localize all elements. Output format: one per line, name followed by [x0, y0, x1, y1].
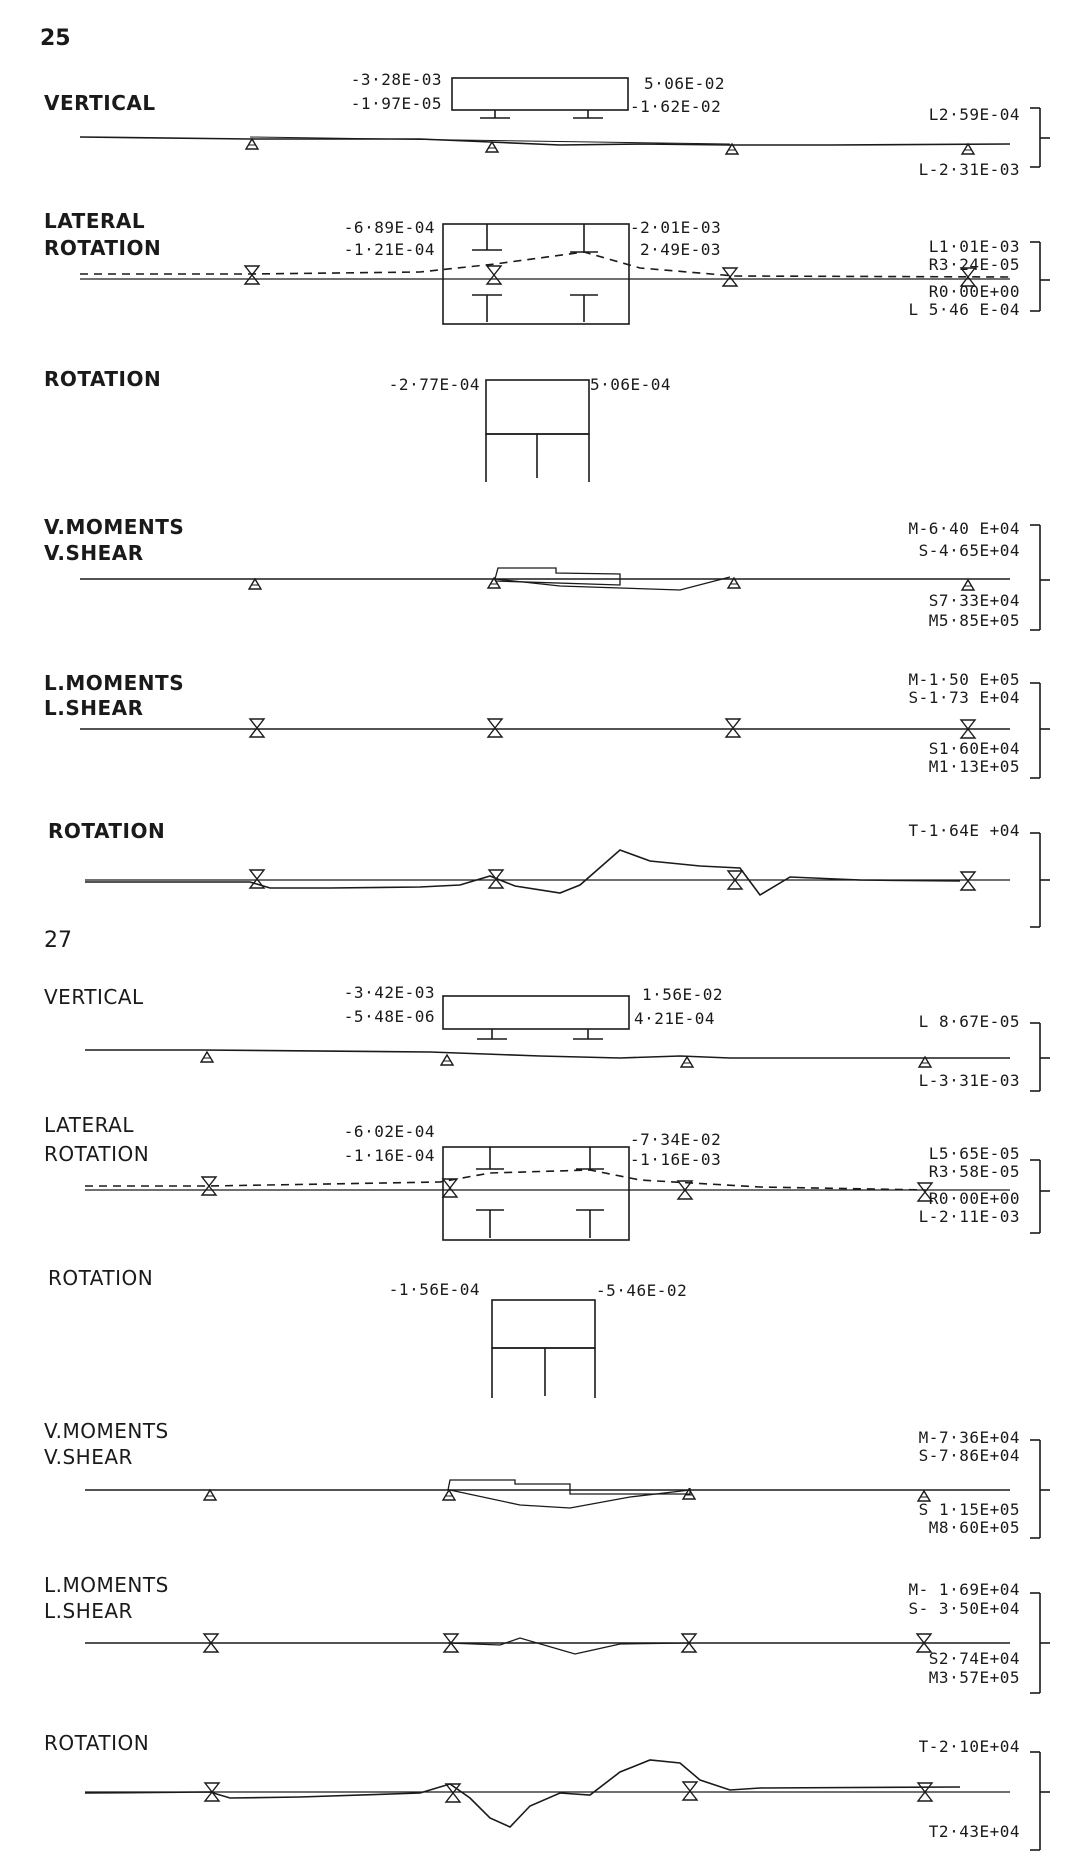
scale-value: L 5·46 E-04 — [908, 300, 1020, 319]
box-right-value: -1·16E-03 — [630, 1150, 722, 1169]
scale-value: T-1·64E +04 — [908, 821, 1020, 840]
box-right-value: 2·49E-03 — [640, 240, 722, 259]
row-label: V.MOMENTS — [44, 515, 185, 539]
page-number: 25 — [40, 26, 71, 51]
row-label: LATERAL — [44, 1113, 134, 1137]
scale-value: R0·00E+00 — [928, 1189, 1020, 1208]
box-left-value: -3·28E-03 — [350, 70, 442, 89]
scale-value: L5·65E-05 — [928, 1144, 1020, 1163]
girder-box — [443, 1147, 629, 1240]
box-left-value: -6·89E-04 — [343, 218, 435, 237]
scale-value: M-6·40 E+04 — [908, 519, 1020, 538]
box-left-value: -1·97E-05 — [350, 94, 442, 113]
row-label: LATERAL — [44, 209, 146, 233]
row-label: L.SHEAR — [44, 1599, 133, 1623]
support-hourglass — [723, 268, 737, 286]
scale-value: M- 1·69E+04 — [908, 1580, 1020, 1599]
box-left-value: -5·48E-06 — [343, 1007, 435, 1026]
box-right-value: 5·06E-02 — [644, 74, 726, 93]
scale-value: T2·43E+04 — [928, 1822, 1020, 1841]
scale-value: S2·74E+04 — [928, 1649, 1020, 1668]
support-hourglass — [489, 870, 503, 888]
box-right-value: -5·46E-02 — [596, 1281, 688, 1300]
row-label: ROTATION — [44, 1731, 150, 1755]
row-label: L.MOMENTS — [44, 671, 185, 695]
trace-curve — [85, 1760, 960, 1827]
support-triangle — [681, 1057, 693, 1067]
scale-value: L-2·11E-03 — [918, 1207, 1020, 1226]
girder-box — [452, 78, 628, 110]
row-label: ROTATION — [44, 236, 162, 260]
scale-value: R3·58E-05 — [928, 1162, 1020, 1181]
box-right-value: -1·62E-02 — [630, 97, 722, 116]
girder-box — [443, 996, 629, 1029]
scale-value: M3·57E+05 — [928, 1668, 1020, 1687]
row-label: L.MOMENTS — [44, 1573, 169, 1597]
row-label: ROTATION — [48, 1266, 154, 1290]
box-left-value: -6·02E-04 — [343, 1122, 435, 1141]
girder-box — [492, 1300, 595, 1348]
scale-value: R0·00E+00 — [928, 282, 1020, 301]
girder-box — [443, 224, 629, 324]
support-hourglass — [245, 266, 259, 284]
support-triangle — [486, 142, 498, 152]
box-right-value: 4·21E-04 — [634, 1009, 716, 1028]
scale-value: S 1·15E+05 — [918, 1500, 1020, 1519]
scale-value: S- 3·50E+04 — [908, 1599, 1020, 1618]
scale-value: M8·60E+05 — [928, 1518, 1020, 1537]
trace-curve — [85, 850, 960, 895]
box-left-value: -2·77E-04 — [388, 375, 480, 394]
scale-value: M1·13E+05 — [928, 757, 1020, 776]
support-hourglass — [250, 719, 264, 737]
support-triangle — [204, 1490, 216, 1500]
trace-curve — [448, 1480, 690, 1494]
row-label: V.MOMENTS — [44, 1419, 169, 1443]
scale-value: R3·24E-05 — [928, 255, 1020, 274]
box-right-value: 5·06E-04 — [590, 375, 672, 394]
scale-value: L-2·31E-03 — [918, 160, 1020, 179]
support-hourglass — [488, 719, 502, 737]
support-triangle — [441, 1055, 453, 1065]
support-triangle — [443, 1490, 455, 1500]
scale-value: L1·01E-03 — [928, 237, 1020, 256]
support-hourglass — [683, 1782, 697, 1800]
box-right-value: 1·56E-02 — [642, 985, 724, 1004]
support-hourglass — [443, 1179, 457, 1197]
support-triangle — [962, 144, 974, 154]
row-label: ROTATION — [44, 367, 162, 391]
box-left-value: -1·16E-04 — [343, 1146, 435, 1165]
support-triangle — [246, 139, 258, 149]
scale-value: S1·60E+04 — [928, 739, 1020, 758]
box-left-value: -1·56E-04 — [388, 1280, 480, 1299]
scale-value: S-4·65E+04 — [918, 541, 1020, 560]
trace-curve — [448, 1638, 690, 1654]
support-triangle — [201, 1052, 213, 1062]
scale-value: S-1·73 E+04 — [908, 688, 1020, 707]
support-triangle — [962, 580, 974, 590]
scale-value: S-7·86E+04 — [918, 1446, 1020, 1465]
support-hourglass — [250, 870, 264, 888]
trace-curve — [495, 568, 620, 585]
box-right-value: -2·01E-03 — [630, 218, 722, 237]
scale-value: L-3·31E-03 — [918, 1071, 1020, 1090]
support-hourglass — [487, 266, 501, 284]
scale-value: M5·85E+05 — [928, 611, 1020, 630]
scale-value: L 8·67E-05 — [918, 1012, 1020, 1031]
support-hourglass — [726, 719, 740, 737]
page-number: 27 — [44, 928, 72, 953]
box-left-value: -1·21E-04 — [343, 240, 435, 259]
support-hourglass — [961, 872, 975, 890]
girder-box — [486, 380, 589, 434]
beam-baseline — [250, 137, 730, 144]
scale-value: L2·59E-04 — [928, 105, 1020, 124]
row-label: ROTATION — [48, 819, 166, 843]
scale-value: S7·33E+04 — [928, 591, 1020, 610]
trace-curve — [85, 1050, 1010, 1058]
row-label: V.SHEAR — [44, 1445, 133, 1469]
support-triangle — [249, 579, 261, 589]
scale-value: M-7·36E+04 — [918, 1428, 1020, 1447]
scale-value: M-1·50 E+05 — [908, 670, 1020, 689]
row-label: VERTICAL — [44, 985, 144, 1009]
row-label: VERTICAL — [44, 91, 156, 115]
scale-value: T-2·10E+04 — [918, 1737, 1020, 1756]
box-left-value: -3·42E-03 — [343, 983, 435, 1002]
row-label: L.SHEAR — [44, 696, 144, 720]
row-label: V.SHEAR — [44, 541, 144, 565]
row-label: ROTATION — [44, 1142, 150, 1166]
box-right-value: -7·34E-02 — [630, 1130, 722, 1149]
